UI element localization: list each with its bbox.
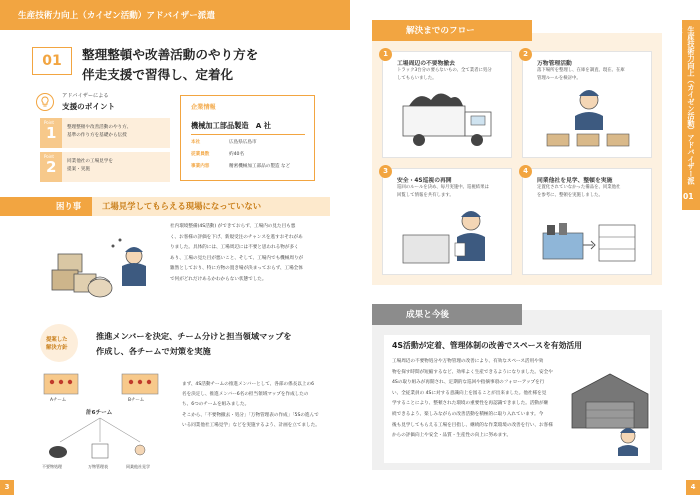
team-diagram xyxy=(40,372,170,476)
step-body-line: トラック3台分の要らないもの、全て業者に処分 xyxy=(397,68,492,73)
result-headline: 4S活動が定着、管理体制の改善でスペースを有効活用 xyxy=(392,341,582,350)
proposal-title-line2: 作成し、各チームで対策を実施 xyxy=(96,346,211,356)
step-body-line: 定置化されていなかった備品を、同業他社 xyxy=(537,185,621,190)
company-info-label: 企業情報 xyxy=(191,104,216,111)
proposal-badge xyxy=(40,324,78,362)
factory-illustration xyxy=(564,356,656,456)
lightbulb-icon xyxy=(36,93,54,111)
support-heading: 支援のポイント xyxy=(62,102,116,111)
proposal-body-line: 名を決定し、推進メンバー6名の担当領域マップを作成したの xyxy=(182,392,309,398)
result-body-line: 工場周辺の不要物処分や万物管理の改善により、有効なスペース活用や効 xyxy=(392,359,544,364)
point-number: 1 xyxy=(46,124,57,142)
point-badge xyxy=(40,152,62,182)
proposal-badge-line1: 提案した xyxy=(46,337,68,343)
problem-body-line: で何がどれだけあるかわからない状態でした。 xyxy=(170,276,267,282)
company-key: 本社 xyxy=(191,140,201,145)
section-title-line1: 整理整頓や改善活動のやり方を xyxy=(82,47,259,62)
company-key: 事業内容 xyxy=(191,164,210,169)
section-number: 01 xyxy=(42,53,62,69)
result-body-line: からの評価向上や安全・品質・生産性の向上に努めます。 xyxy=(392,433,512,439)
company-value: 広島県広島市 xyxy=(229,140,257,145)
company-name: 機械加工部品製造 A 社 xyxy=(191,121,271,130)
step-body-line: してもらいました。 xyxy=(397,76,437,81)
organized-bins-icon xyxy=(537,205,641,271)
step-body-line: 管理ルールを検討中。 xyxy=(537,76,581,81)
team-task-label: 同業他社見学 xyxy=(126,464,150,469)
section-number-box xyxy=(32,47,72,75)
inspector-icon xyxy=(397,205,501,271)
company-info-box xyxy=(180,95,315,181)
company-value: 精密機械加工部品の製造 など xyxy=(229,164,291,169)
flow-step-3 xyxy=(382,168,512,275)
point-text-line1: 整理整頓や改善活動のやり方、 xyxy=(67,125,132,130)
company-value: 約40名 xyxy=(229,152,245,157)
result-body-line: 学することにより、整頓された環境の重要性を再認識できました。活動が継 xyxy=(392,401,549,407)
support-point-2 xyxy=(40,152,170,182)
step-title: 万物管理活動 xyxy=(537,61,572,67)
problem-body xyxy=(170,222,330,286)
problem-label: 困り事 xyxy=(56,201,82,211)
point-badge xyxy=(40,118,62,148)
team-task-label: 不要物処理 xyxy=(42,464,62,469)
result-body-line: い、全従業員の 4Sに対する意識向上を図ることが出来ました。他社様を見 xyxy=(392,390,547,396)
step-body-line: を参考に、整頓を実施しました。 xyxy=(537,193,603,198)
side-tab-number: 01 xyxy=(683,192,694,201)
page-number-left: 3 xyxy=(4,483,10,491)
point-number: 2 xyxy=(46,158,57,176)
worker-shelf-icon xyxy=(537,88,641,154)
step-number: 2 xyxy=(519,48,532,61)
truck-icon xyxy=(397,88,501,154)
point-tag: Point xyxy=(44,154,54,159)
result-body-line: 物を探す時間が短縮するなど、効率よく生産できるようになりました。安全や xyxy=(392,369,553,375)
point-text-line1: 同業他社の工場見学を xyxy=(67,159,113,164)
page-number-right: 4 xyxy=(690,483,696,491)
team-count-label: 計6チーム xyxy=(86,410,113,416)
proposal-body xyxy=(182,380,332,431)
problem-body-line: 社内環境整備(4S活動) ができておらず、工場内の見た目も悪 xyxy=(170,224,296,229)
step-body-line: 落下場所を整理し、在庫を調査、現在、在庫 xyxy=(537,68,625,73)
flow-step-2 xyxy=(522,51,652,158)
step-title: 工場周辺の不要物撤去 xyxy=(397,61,455,67)
step-number: 3 xyxy=(379,165,392,178)
step-title: 安全・4S巡視の再開 xyxy=(397,178,452,184)
problem-body-line: く、お客様の評価を下げ、新規受注のチャンスを逃すおそれがあ xyxy=(170,234,303,240)
proposal-body-line: まず、4S活動チームの推進メンバーとして、各部の係長以上の6 xyxy=(182,382,315,387)
header-title: 生産技術力向上（カイゼン活動）アドバイザー派遣 xyxy=(18,11,215,21)
company-divider xyxy=(191,134,305,135)
team-a-label: Aチーム xyxy=(50,398,67,403)
result-body xyxy=(392,357,560,442)
step-number: 4 xyxy=(519,165,532,178)
page-number-box-left xyxy=(0,480,14,495)
proposal-body-line: ち、6つのチームを組みました。 xyxy=(182,402,250,408)
result-body-line: 続できるよう、楽しみながらの改善活動を積極的に取り入れています。今 xyxy=(392,411,544,417)
step-number: 1 xyxy=(379,48,392,61)
point-text-line2: 提案・実施 xyxy=(67,167,90,172)
point-tag: Point xyxy=(44,120,54,125)
company-key: 従業員数 xyxy=(191,152,210,157)
problem-title: 工場見学してもらえる現場になっていない xyxy=(102,201,262,211)
side-tab-text: 生産技術力向上（カイゼン活動）アドバイザー派遣 xyxy=(675,26,696,185)
team-task-label: 万物管理表 xyxy=(88,464,108,469)
proposal-body-line: いる同業他社工場見学」などを実施するよう、計画を立てました。 xyxy=(182,422,320,428)
step-title: 同業他社を見学、整頓を実施 xyxy=(537,178,613,184)
point-text-line2: 基準の作り方を基礎から伝授 xyxy=(67,133,127,138)
flow-step-4 xyxy=(522,168,652,275)
proposal-body-line: そこから、「不要物撤去・処分」「万物管理表の作成」「5Sの進んで xyxy=(182,412,319,418)
problem-body-line: 雑然としており、特に方物の置き場が決まっておらず、工場全体 xyxy=(170,266,303,272)
result-body-line: 4Sの取り組みが再開され、定期的な巡回や指摘事項のフォローアップを行 xyxy=(392,380,545,386)
section-title-line2: 伴走支援で習得し、定着化 xyxy=(82,67,234,82)
support-heading-small: アドバイザーによる xyxy=(62,93,109,99)
flow-step-1 xyxy=(382,51,512,158)
result-body-line: 後も見学してもらえる工場を目指し、継続的な作業環境の改善を行い、お客様 xyxy=(392,422,553,428)
proposal-badge-line2: 解決方針 xyxy=(46,345,68,351)
cluttered-boxes-illustration xyxy=(50,232,150,304)
problem-body-line: りました。具体的には、工場周辺には不要と思われる物が多く xyxy=(170,245,299,251)
team-b-label: Bチーム xyxy=(128,398,145,403)
step-body-line: 回覧して情報を共有します。 xyxy=(397,193,454,198)
proposal-title-line1: 推進メンバーを決定、チーム分けと担当領域マップを xyxy=(96,331,292,341)
flow-title: 解決までのフロー xyxy=(406,26,475,36)
page-number-box-right xyxy=(686,480,700,495)
right-page xyxy=(350,0,700,495)
result-title: 成果と今後 xyxy=(406,310,449,320)
problem-body-line: あり、工場の見た目が悪いこと、そして、工場内でも機械周りが xyxy=(170,255,304,261)
step-body-line: 巡回のルールを決め、毎月実施中。巡視結果は xyxy=(397,185,489,190)
support-point-1 xyxy=(40,118,170,148)
